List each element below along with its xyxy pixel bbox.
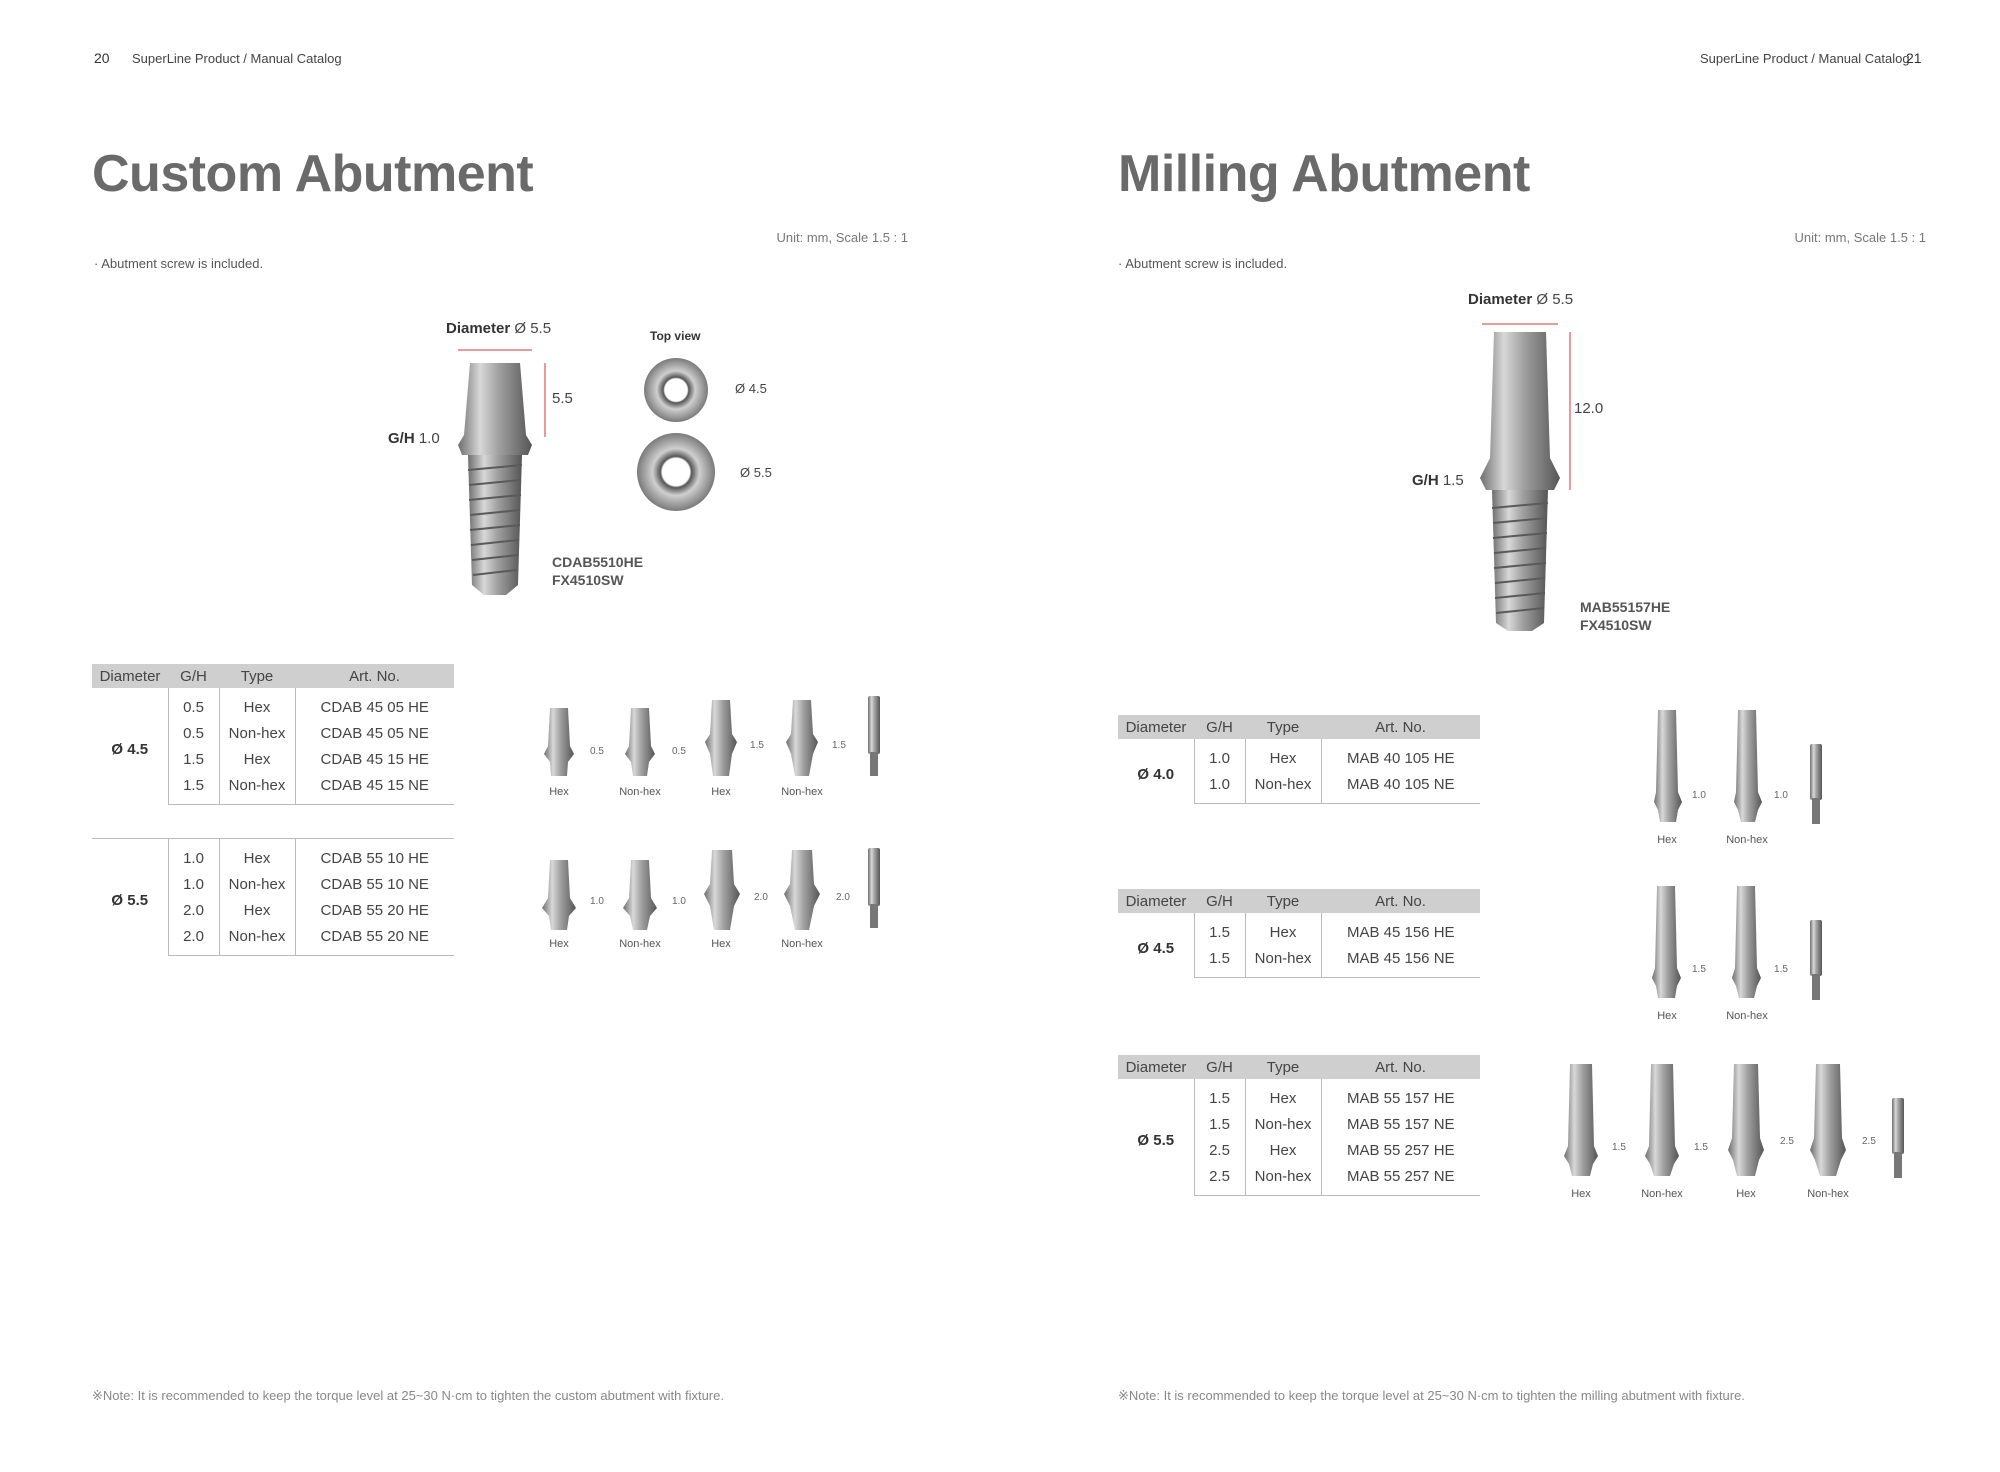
abutment-thumb: [1726, 1062, 1766, 1178]
art-cell: CDAB 55 20 HE: [320, 901, 429, 919]
screw-icon: [866, 846, 882, 930]
art-cell: MAB 55 157 HE: [1346, 1089, 1455, 1107]
abutment-thumb: [1650, 884, 1682, 1000]
art-cell: MAB 45 156 HE: [1346, 923, 1455, 941]
thumb-caption: Non-hex: [619, 786, 661, 798]
abutment-thumb: [1730, 884, 1762, 1000]
top-view-large-dia: Ø 5.5: [740, 465, 772, 480]
table-row: [1118, 739, 1480, 771]
top-view-large: [636, 432, 716, 512]
diameter-value: Ø 5.5: [1536, 291, 1574, 308]
art-cell: MAB 40 105 NE: [1321, 771, 1480, 804]
page-title: Milling Abutment: [1118, 145, 1530, 203]
type-cell: Hex: [1245, 1137, 1321, 1163]
gh-cell: 1.5: [168, 772, 219, 805]
code-line-2: FX4510SW: [1580, 617, 1652, 633]
art-cell: CDAB 45 05 HE: [320, 698, 429, 716]
type-cell: Non-hex: [219, 871, 295, 897]
catalog-header: SuperLine Product / Manual Catalog: [132, 51, 342, 66]
col-art: Art. No.: [1321, 715, 1480, 739]
diameter-label: Diameter: [446, 320, 511, 337]
table-row: [1118, 1079, 1480, 1111]
abutment-thumb: [540, 858, 578, 932]
col-diameter: Diameter: [1118, 715, 1194, 739]
thumb-dim: 1.0: [590, 896, 604, 907]
type-cell: Non-hex: [1245, 945, 1321, 978]
gh-label: G/H: [388, 430, 415, 447]
type-cell: Hex: [1245, 913, 1321, 945]
table-row: [92, 839, 454, 871]
abutment-thumb: [1562, 1062, 1600, 1178]
thumb-caption: Hex: [1657, 1010, 1677, 1022]
abutment-thumb: [784, 698, 820, 778]
thumb-caption: Non-hex: [619, 938, 661, 950]
screw-icon: [1890, 1096, 1906, 1180]
thumb-caption: Non-hex: [1726, 1010, 1768, 1022]
screw-icon: [1808, 742, 1824, 826]
gh-cell: 2.0: [168, 923, 219, 956]
art-cell: CDAB 45 15 HE: [320, 750, 429, 768]
table-row: [92, 688, 454, 720]
thumb-caption: Hex: [1657, 834, 1677, 846]
abutment-thumb: [623, 706, 657, 778]
spec-table-1: [92, 664, 454, 805]
type-cell: Hex: [219, 839, 295, 871]
type-cell: Non-hex: [1245, 1111, 1321, 1137]
art-cell: CDAB 55 10 HE: [320, 849, 429, 867]
type-cell: Hex: [219, 897, 295, 923]
thumb-dim: 2.0: [754, 892, 768, 903]
thumb-caption: Non-hex: [781, 938, 823, 950]
thumb-dim: 2.5: [1780, 1136, 1794, 1147]
gh-cell: 1.5: [168, 746, 219, 772]
abutment-thumb: [703, 698, 739, 778]
spec-table-2: [92, 839, 454, 956]
unit-scale: Unit: mm, Scale 1.5 : 1: [1794, 230, 1926, 245]
thumb-dim: 1.5: [832, 740, 846, 751]
gh-callout: [1412, 472, 1464, 489]
diameter-callout: [446, 320, 551, 337]
top-view-small: [643, 357, 709, 423]
abutment-drawing: [1470, 318, 1580, 633]
col-gh: G/H: [1194, 889, 1245, 913]
thumb-dim: 1.0: [1692, 790, 1706, 801]
top-view-label: Top view: [650, 329, 701, 343]
col-gh: G/H: [168, 664, 219, 688]
thumb-caption: Hex: [549, 786, 569, 798]
art-cell: CDAB 55 20 NE: [295, 923, 454, 956]
gh-cell: 1.5: [1194, 913, 1245, 945]
diameter-value: Ø 5.5: [514, 320, 552, 337]
abutment-thumb: [542, 706, 576, 778]
gh-callout: [388, 430, 440, 447]
abutment-thumb: [782, 848, 822, 932]
gh-value: 1.0: [418, 430, 440, 447]
col-type: Type: [1245, 715, 1321, 739]
gh-cell: 1.5: [1194, 1079, 1245, 1111]
type-cell: Non-hex: [1245, 1163, 1321, 1196]
catalog-header: SuperLine Product / Manual Catalog: [1700, 51, 1910, 66]
art-cell: CDAB 45 15 NE: [295, 772, 454, 805]
col-type: Type: [1245, 889, 1321, 913]
gh-value: 1.5: [1442, 472, 1464, 489]
col-type: Type: [1245, 1055, 1321, 1079]
type-cell: Non-hex: [219, 772, 295, 805]
art-cell: MAB 55 257 HE: [1346, 1141, 1455, 1159]
spec-table-3: [1118, 1055, 1480, 1196]
abutment-drawing: [440, 345, 560, 595]
abutment-thumb: [621, 858, 659, 932]
thumb-caption: Hex: [711, 786, 731, 798]
gh-cell: 1.0: [1194, 739, 1245, 771]
page-number: 21: [1906, 50, 1922, 66]
thumb-dim: 1.0: [672, 896, 686, 907]
spec-table-1: [1118, 715, 1480, 804]
page-title: Custom Abutment: [92, 145, 534, 203]
thumb-dim: 1.5: [1694, 1142, 1708, 1153]
type-cell: Non-hex: [219, 720, 295, 746]
gh-cell: 2.0: [168, 897, 219, 923]
art-cell: MAB 45 156 NE: [1321, 945, 1480, 978]
thumb-dim: 2.0: [836, 892, 850, 903]
thumb-caption: Hex: [1571, 1188, 1591, 1200]
footnote: ※Note: It is recommended to keep the torque level at 25~30 N·cm to tighten the custom abutment with fixture.: [92, 1388, 724, 1403]
diameter-cell: Ø 5.5: [92, 839, 168, 956]
thumb-dim: 1.5: [1692, 964, 1706, 975]
thumb-dim: 0.5: [672, 746, 686, 757]
art-cell: CDAB 45 05 NE: [320, 724, 429, 742]
thumb-caption: Hex: [711, 938, 731, 950]
screw-note: · Abutment screw is included.: [94, 256, 264, 271]
diameter-label: Diameter: [1468, 291, 1533, 308]
art-cell: CDAB 55 10 NE: [320, 875, 429, 893]
screw-note: · Abutment screw is included.: [1118, 256, 1288, 271]
type-cell: Hex: [219, 688, 295, 720]
thumb-dim: 2.5: [1862, 1136, 1876, 1147]
screw-icon: [1808, 918, 1824, 1002]
type-cell: Hex: [1245, 1079, 1321, 1111]
gh-cell: 1.0: [168, 839, 219, 871]
thumb-dim: 1.5: [1774, 964, 1788, 975]
col-type: Type: [219, 664, 295, 688]
height-value: 5.5: [552, 390, 573, 407]
thumb-caption: Non-hex: [1807, 1188, 1849, 1200]
abutment-thumb: [1643, 1062, 1681, 1178]
col-gh: G/H: [1194, 1055, 1245, 1079]
spec-table-2: [1118, 889, 1480, 978]
type-cell: Hex: [219, 746, 295, 772]
gh-cell: 1.0: [168, 871, 219, 897]
gh-cell: 0.5: [168, 720, 219, 746]
screw-icon: [866, 694, 882, 778]
unit-scale: Unit: mm, Scale 1.5 : 1: [776, 230, 908, 245]
diameter-cell: Ø 4.0: [1118, 739, 1194, 804]
art-cell: MAB 55 157 NE: [1346, 1115, 1455, 1133]
top-view-small-dia: Ø 4.5: [735, 381, 767, 396]
type-cell: Non-hex: [219, 923, 295, 956]
col-art: Art. No.: [1321, 889, 1480, 913]
gh-cell: 2.5: [1194, 1163, 1245, 1196]
diameter-cell: Ø 4.5: [92, 688, 168, 805]
abutment-thumb: [702, 848, 742, 932]
diameter-cell: Ø 5.5: [1118, 1079, 1194, 1196]
gh-cell: 1.5: [1194, 1111, 1245, 1137]
art-cell: MAB 55 257 NE: [1321, 1163, 1480, 1196]
gh-label: G/H: [1412, 472, 1439, 489]
thumb-dim: 1.5: [1612, 1142, 1626, 1153]
thumb-dim: 1.0: [1774, 790, 1788, 801]
height-value: 12.0: [1574, 400, 1604, 417]
code-line-1: MAB55157HE: [1580, 599, 1671, 615]
thumb-caption: Hex: [1736, 1188, 1756, 1200]
code-line-1: CDAB5510HE: [552, 554, 644, 570]
type-cell: Non-hex: [1245, 771, 1321, 804]
type-cell: Hex: [1245, 739, 1321, 771]
col-diameter: Diameter: [92, 664, 168, 688]
col-diameter: Diameter: [1118, 1055, 1194, 1079]
col-art: Art. No.: [295, 664, 454, 688]
diameter-cell: Ø 4.5: [1118, 913, 1194, 978]
table-row: [1118, 913, 1480, 945]
thumb-caption: Non-hex: [1726, 834, 1768, 846]
gh-cell: 0.5: [168, 688, 219, 720]
diameter-callout: [1468, 291, 1573, 308]
col-diameter: Diameter: [1118, 889, 1194, 913]
thumb-caption: Non-hex: [1641, 1188, 1683, 1200]
abutment-thumb: [1732, 708, 1762, 824]
col-art: Art. No.: [1321, 1055, 1480, 1079]
thumb-caption: Hex: [549, 938, 569, 950]
thumb-dim: 0.5: [590, 746, 604, 757]
gh-cell: 1.0: [1194, 771, 1245, 804]
footnote: ※Note: It is recommended to keep the torque level at 25~30 N·cm to tighten the milling abutment with fixture.: [1118, 1388, 1745, 1403]
abutment-thumb: [1808, 1062, 1848, 1178]
code-line-2: FX4510SW: [552, 572, 624, 588]
page-number: 20: [94, 50, 110, 66]
gh-cell: 2.5: [1194, 1137, 1245, 1163]
thumb-caption: Non-hex: [781, 786, 823, 798]
gh-cell: 1.5: [1194, 945, 1245, 978]
thumb-dim: 1.5: [750, 740, 764, 751]
col-gh: G/H: [1194, 715, 1245, 739]
art-cell: MAB 40 105 HE: [1346, 749, 1455, 767]
abutment-thumb: [1652, 708, 1682, 824]
